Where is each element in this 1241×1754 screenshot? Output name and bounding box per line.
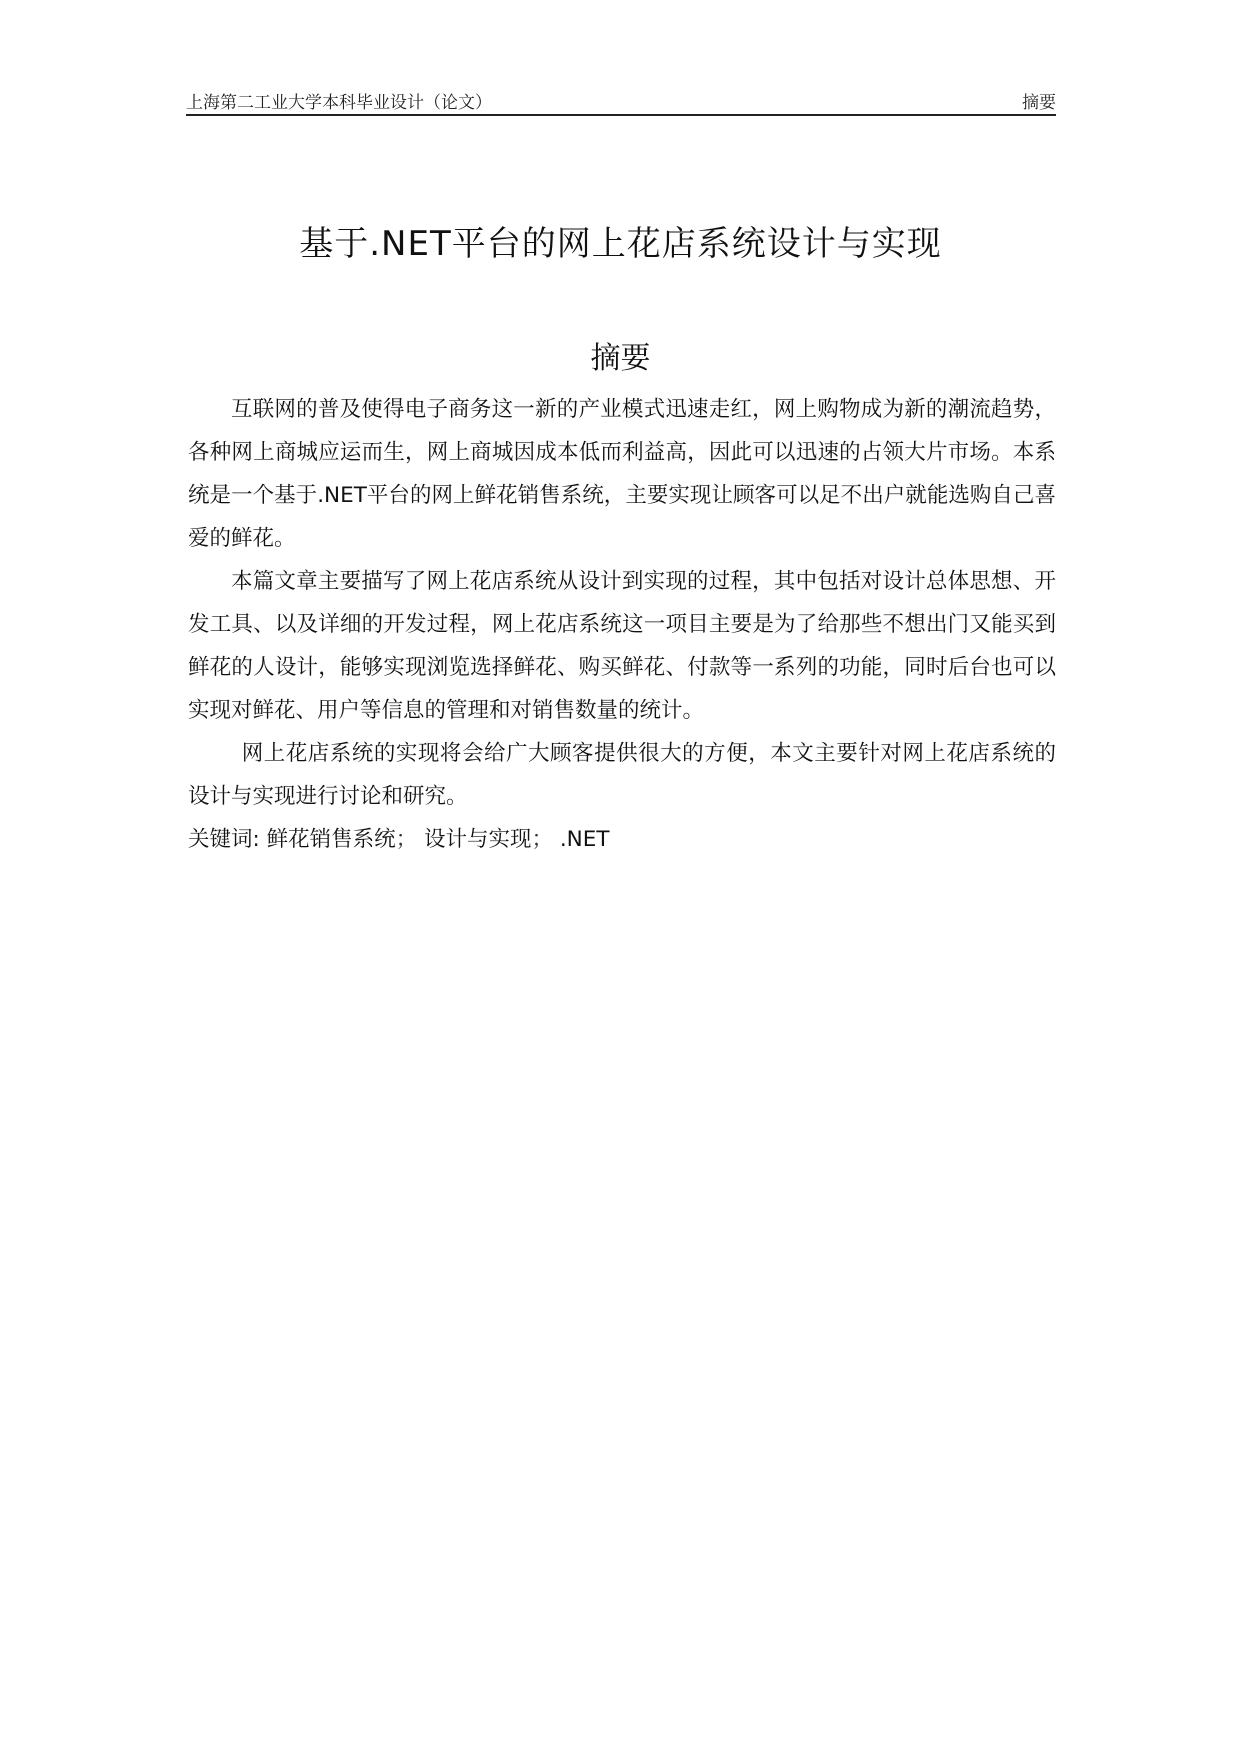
abstract-paragraph-1: 互联网的普及使得电子商务这一新的产业模式迅速走红，网上购物成为新的潮流趋势，各种网上商城应运而生，网上商城因成本低而利益高，因此可以迅速的占领大片市场。本系统是一个基于.NET平台的网上鲜花销售系统，主要实现让顾客可以足不出户就能选购自己喜爱的鲜花。: [188, 397, 1056, 551]
page-header: [186, 88, 1056, 116]
keyword-separator: ；: [395, 827, 418, 852]
abstract-paragraph-3: 网上花店系统的实现将会给广大顾客提供很大的方便，本文主要针对网上花店系统的设计与实现进行讨论和研究。: [188, 741, 1056, 809]
abstract-heading: 摘要: [590, 341, 651, 376]
keywords-label: 关键词:: [188, 827, 260, 852]
keywords-line: [188, 818, 1056, 861]
abstract-body: [188, 388, 1056, 861]
keyword-item: .NET: [559, 827, 610, 852]
document-title: 基于.NET平台的网上花店系统设计与实现: [299, 224, 942, 264]
keyword-item: 鲜花销售系统: [266, 827, 396, 852]
header-thesis-label: 上海第二工业大学本科毕业设计（论文）: [186, 93, 492, 113]
abstract-paragraph-2: 本篇文章主要描写了网上花店系统从设计到实现的过程，其中包括对设计总体思想、开发工具、以及详细的开发过程，网上花店系统这一项目主要是为了给那些不想出门又能买到鲜花的人设计，能够实现浏览选择鲜花、购买鲜花、付款等一系列的功能，同时后台也可以实现对鲜花、用户等信息的管理和对销售数量的统计。: [188, 569, 1056, 723]
keyword-item: 设计与实现: [423, 827, 532, 852]
keyword-separator: ；: [531, 827, 553, 852]
header-divider: [186, 114, 1056, 116]
header-section-label: 摘要: [1022, 93, 1056, 113]
